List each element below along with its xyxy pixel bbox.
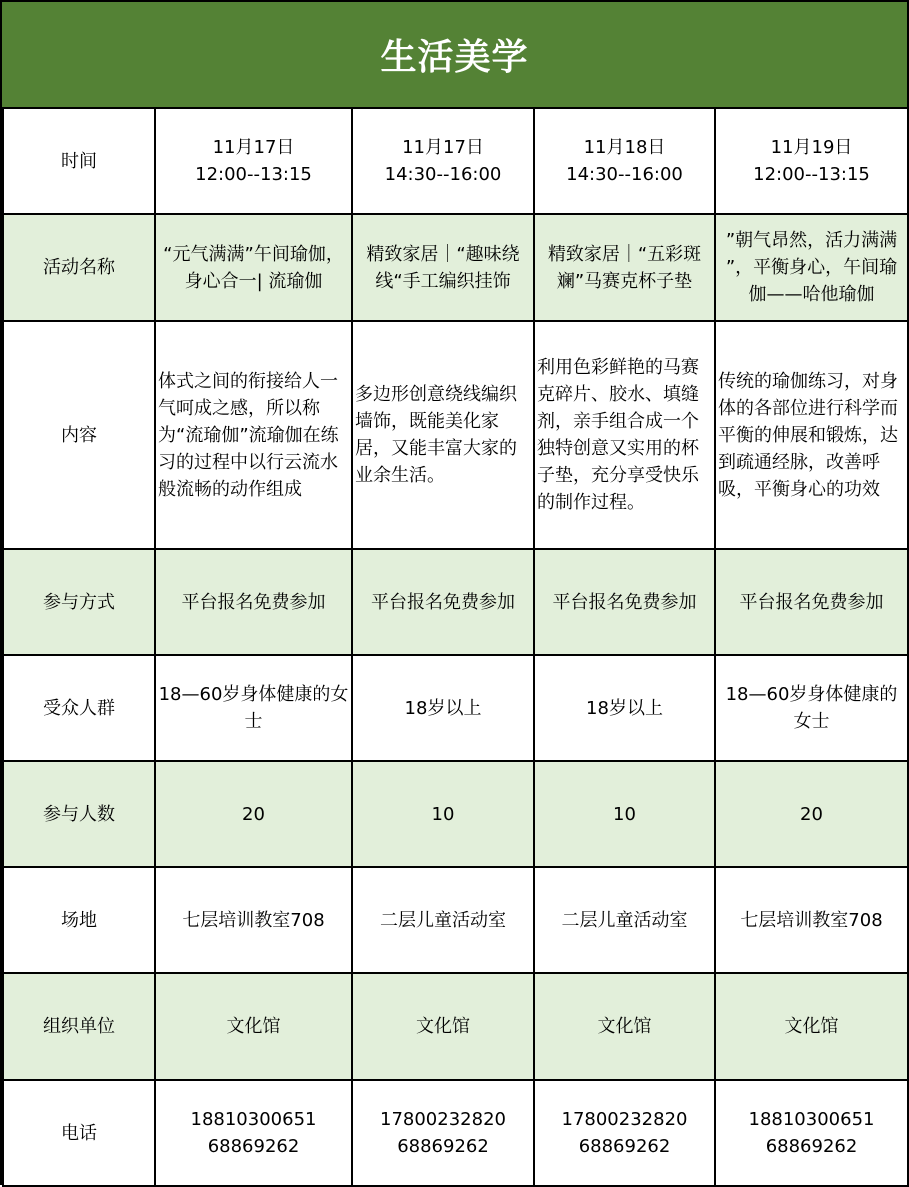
organizer-cell: 文化馆 [534,973,715,1080]
activity-name-cell: 精致家居｜“趣味绕线“手工编织挂饰 [352,214,534,321]
headcount-cell: 20 [715,761,908,867]
sheet-title: 生活美学 [2,2,907,107]
time-cell: 11月17日 14:30--16:00 [352,108,534,214]
time-cell: 11月17日 12:00--13:15 [155,108,352,214]
headcount-cell: 10 [534,761,715,867]
participation-cell: 平台报名免费参加 [534,549,715,655]
table-row-phone [3,1080,908,1186]
table-row-organizer [3,973,908,1080]
participation-cell: 平台报名免费参加 [352,549,534,655]
table-row-headcount [3,761,908,867]
content-cell: 多边形创意绕线编织墙饰，既能美化家居，又能丰富大家的业余生活。 [352,321,534,549]
row-label-headcount: 参与人数 [3,761,155,867]
audience-cell: 18—60岁身体健康的女士 [715,655,908,761]
audience-cell: 18岁以上 [534,655,715,761]
row-label-content: 内容 [3,321,155,549]
organizer-cell: 文化馆 [155,973,352,1080]
venue-cell: 二层儿童活动室 [534,867,715,973]
audience-cell: 18—60岁身体健康的女士 [155,655,352,761]
row-label-time: 时间 [3,108,155,214]
content-cell: 体式之间的衔接给人一气呵成之感，所以称为“流瑜伽”流瑜伽在练习的过程中以行云流水般流畅的动作组成 [155,321,352,549]
activity-name-cell: ”朝气昂然，活力满满 ”，平衡身心，午间瑜伽——哈他瑜伽 [715,214,908,321]
table-row-activity-name [3,214,908,321]
activity-name-cell: “元气满满”午间瑜伽，身心合一| 流瑜伽 [155,214,352,321]
phone-cell: 18810300651 68869262 [715,1080,908,1186]
table-row-audience [3,655,908,761]
row-label-phone: 电话 [3,1080,155,1186]
participation-cell: 平台报名免费参加 [715,549,908,655]
audience-cell: 18岁以上 [352,655,534,761]
schedule-table [2,107,909,1187]
phone-cell: 18810300651 68869262 [155,1080,352,1186]
phone-cell: 17800232820 68869262 [352,1080,534,1186]
organizer-cell: 文化馆 [352,973,534,1080]
table-row-participation [3,549,908,655]
row-label-venue: 场地 [3,867,155,973]
row-label-activity-name: 活动名称 [3,214,155,321]
venue-cell: 七层培训教室708 [715,867,908,973]
participation-cell: 平台报名免费参加 [155,549,352,655]
table-row-time [3,108,908,214]
time-cell: 11月19日 12:00--13:15 [715,108,908,214]
headcount-cell: 20 [155,761,352,867]
table-row-venue [3,867,908,973]
organizer-cell: 文化馆 [715,973,908,1080]
table-row-content [3,321,908,549]
content-cell: 利用色彩鲜艳的马赛克碎片、胶水、填缝剂，亲手组合成一个独特创意又实用的杯子垫，充分享受快乐的制作过程。 [534,321,715,549]
row-label-organizer: 组织单位 [3,973,155,1080]
venue-cell: 二层儿童活动室 [352,867,534,973]
venue-cell: 七层培训教室708 [155,867,352,973]
phone-cell: 17800232820 68869262 [534,1080,715,1186]
content-cell: 传统的瑜伽练习，对身体的各部位进行科学而平衡的伸展和锻炼，达到疏通经脉，改善呼吸，平衡身心的功效 [715,321,908,549]
row-label-participation: 参与方式 [3,549,155,655]
row-label-audience: 受众人群 [3,655,155,761]
activity-name-cell: 精致家居｜“五彩斑斓”马赛克杯子垫 [534,214,715,321]
time-cell: 11月18日 14:30--16:00 [534,108,715,214]
headcount-cell: 10 [352,761,534,867]
